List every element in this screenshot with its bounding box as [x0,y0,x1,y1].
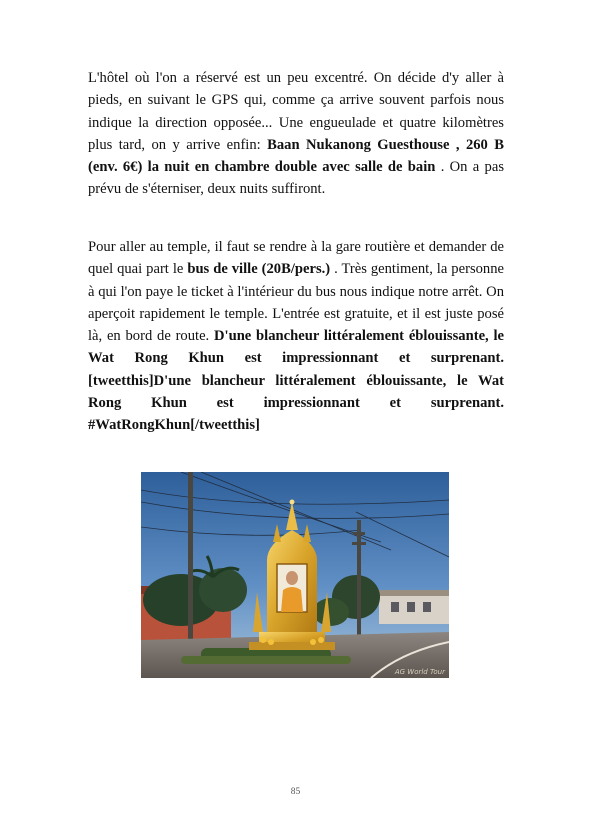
temple-shrine-photo [141,472,449,678]
paragraph-temple [88,236,504,437]
paragraph-hotel-intro: L'hôtel où l'on a réservé est un peu excentré. On décide d'y aller à pieds, en suivant le GPS qui, comme ça arrive souvent parfois nous indique la direction opposée... Une engueulade et quatre kilomètres plus tard, on y arrive enfin: [88,70,504,153]
hotel-name-price: Baan Nukanong Guesthouse , 260 B (env. 6€) la nuit en chambre double avec salle de bain [88,136,504,176]
photo-illustration [141,472,449,678]
bus-fare: bus de ville (20B/pers.) [187,261,331,278]
page-number: 85 [290,787,301,797]
temple-quote: D'une blancheur littéralement éblouissante, le Wat Rong Khun est impressionnant et surprenant.[tweetthis]D'une blancheur littéralement éblouissante, le Wat Rong Khun est impressionnant et surprenant. #WatRongKhun[/tweetthis] [88,328,504,434]
paragraph-temple-middle: . Très gentiment, la personne à qui l'on paye le ticket à l'intérieur du bus nous indique notre arrêt. On aperçoit rapidement le temple. L'entrée est gratuite, et il est juste posé là, en bord de route. [88,261,504,345]
paragraph-hotel-outro: . On a pas prévu de s'éterniser, deux nuits suffiront. [88,159,504,198]
photo-watermark: AG World Tour [394,668,445,676]
paragraph-hotel [88,67,504,201]
paragraph-temple-intro: Pour aller au temple, il faut se rendre à la gare routière et demander de quel quai part le [88,239,504,278]
